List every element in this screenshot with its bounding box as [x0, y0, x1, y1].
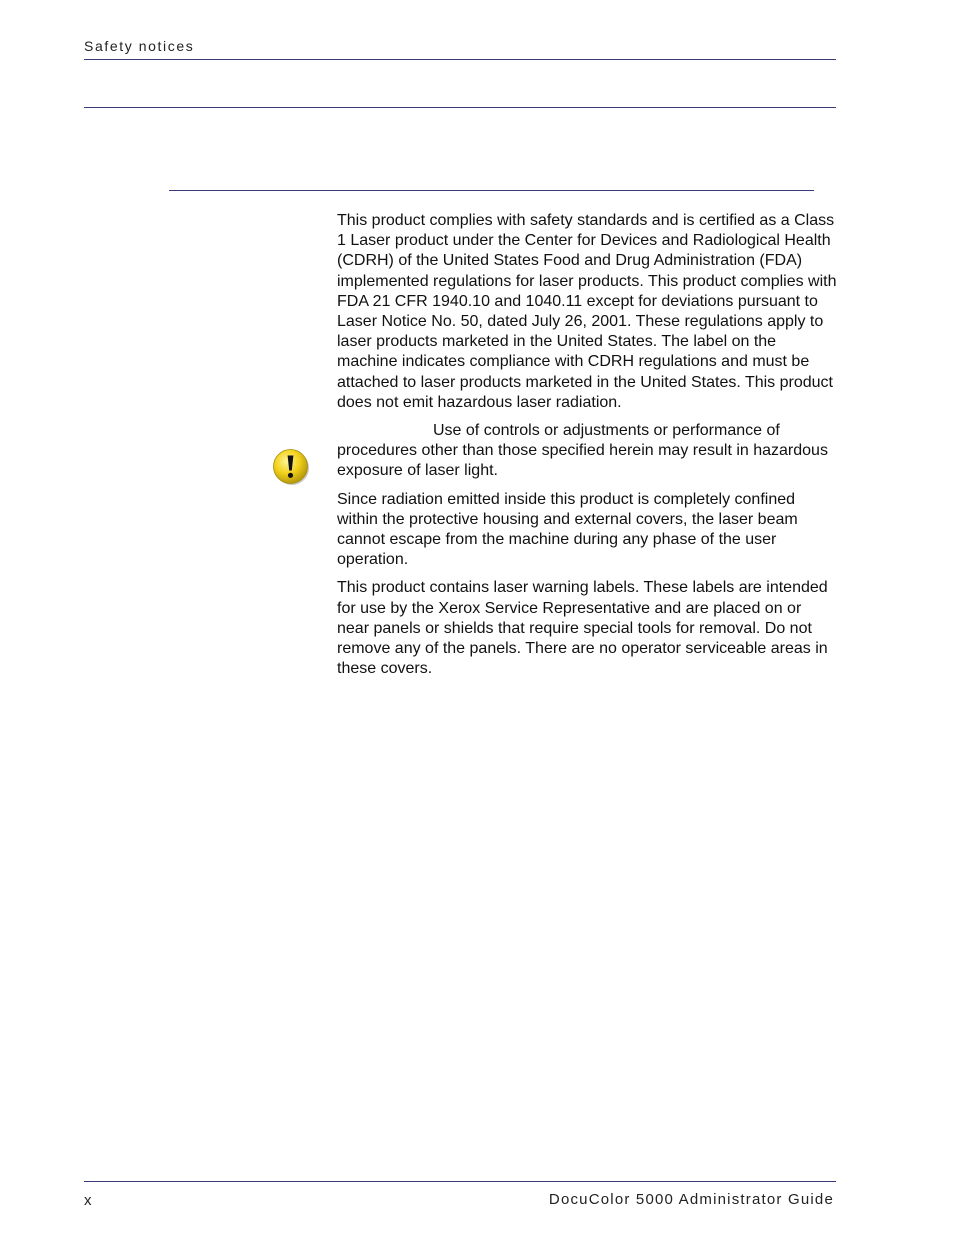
compliance-paragraph: This product complies with safety standards and is certified as a Class 1 Laser product under the Center for Devices and Radiological Health (CDRH) of the United States Food and Drug Administration (FDA) implemented regulations for laser products. This product complies with FDA 21 CFR 1940.10 and 1040.11 except for deviations pursuant to Laser Notice No. 50, dated July 26, 2001. These regulations apply to laser products marketed in the United States. The label on the machine indicates compliance with CDRH regulations and must be attached to laser products marketed in the United States. This product does not emit hazardous laser radiation.	[337, 212, 837, 411]
caution-text: Use of controls or adjustments or performance of procedures other than those specified herein may result in hazardous exposure of laser light.	[337, 422, 828, 480]
caution-paragraph	[337, 421, 837, 482]
section-rule	[84, 107, 836, 108]
page-number: x	[84, 1192, 92, 1209]
subsection-rule	[169, 190, 814, 191]
header-rule	[84, 59, 836, 60]
running-header: Safety notices	[84, 38, 195, 54]
footer-rule	[84, 1181, 836, 1182]
labels-paragraph: This product contains laser warning labels. These labels are intended for use by the Xerox Service Representative and are placed on or near panels or shields that require special tools for removal. Do not remove any of the panels. There are no operator serviceable areas in these covers.	[337, 579, 828, 678]
body-text	[337, 211, 837, 687]
caution-exclamation-icon	[272, 448, 310, 486]
radiation-paragraph: Since radiation emitted inside this product is completely confined within the protective housing and external covers, the laser beam cannot escape from the machine during any phase of the user operation.	[337, 490, 798, 569]
footer-title: DocuColor 5000 Administrator Guide	[548, 1191, 834, 1208]
